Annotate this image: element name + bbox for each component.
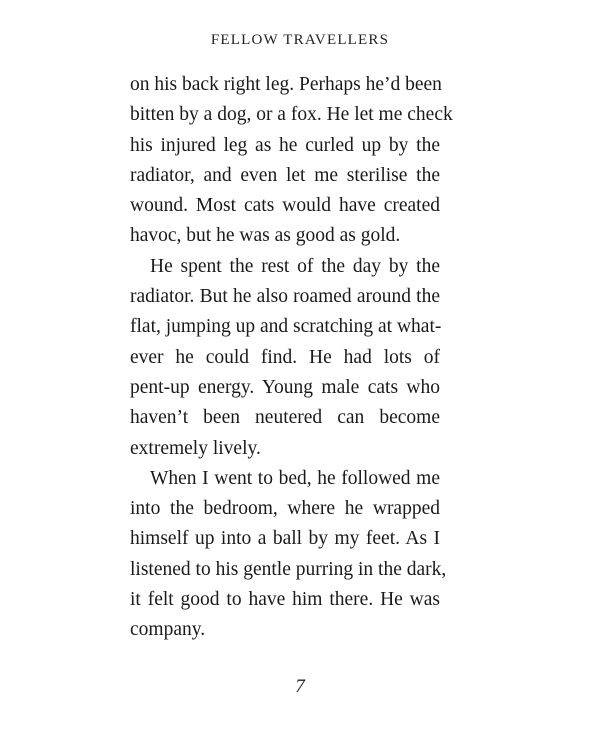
text-line: bitten by a dog, or a fox. He let me check (130, 104, 453, 126)
text-line: on his back right leg. Perhaps he’d been (130, 74, 442, 95)
body-text (130, 70, 453, 646)
text-line: his injured leg as he curled up by the (130, 134, 440, 156)
text-line: pent-up energy. Young male cats who (130, 376, 440, 398)
text-line: haven’t been neutered can become (130, 407, 440, 429)
text-line: listened to his gentle purring in the dark, (130, 558, 447, 580)
running-head: FELLOW TRAVELLERS (210, 32, 390, 48)
text-line: havoc, but he was as good as gold. (130, 225, 401, 247)
text-line: extremely lively. (130, 437, 261, 459)
text-line: company. (130, 619, 206, 641)
text-line: ever he could find. He had lots of (130, 346, 440, 368)
page-number: 7 (295, 676, 305, 697)
text-line: wound. Most cats would have created (130, 195, 440, 217)
text-line: himself up into a ball by my feet. As I (130, 528, 440, 550)
text-line: into the bedroom, where he wrapped (130, 498, 440, 520)
text-line: radiator, and even let me sterilise the (130, 164, 440, 186)
text-line: flat, jumping up and scratching at what- (130, 316, 442, 338)
text-line: it felt good to have him there. He was (130, 589, 440, 611)
text-line: radiator. But he also roamed around the (130, 286, 440, 308)
text-line: When I went to bed, he followed me (150, 467, 440, 489)
text-line: He spent the rest of the day by the (150, 255, 440, 277)
